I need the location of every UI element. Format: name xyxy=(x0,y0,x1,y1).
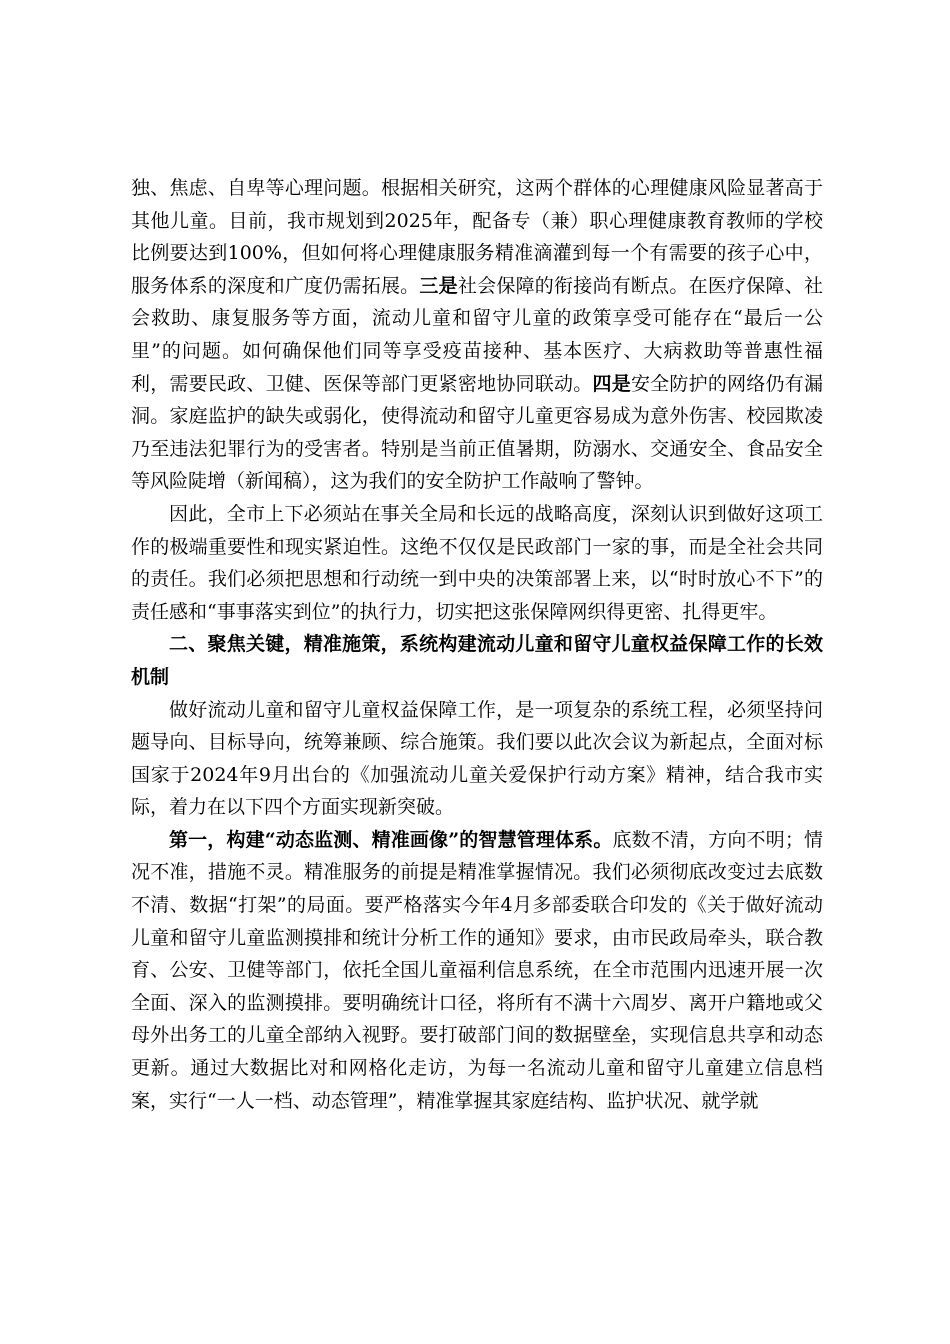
paragraph-text: 社会保障的衔接尚有断点。在医疗保障、社会救助、康复服务等方面，流动儿童和留守儿童的政策享受可能存在“最后一公里”的问题。如何确保他们同等享受疫苗接种、基本医疗、大病救助等普惠性福利，需要民政、卫健、医保等部门更紧密地协同联动。 xyxy=(131,274,823,395)
paragraph-text: 安全防护的网络仍有漏洞。家庭监护的缺失或弱化，使得流动和留守儿童更容易成为意外伤害、校园欺凌乃至违法犯罪行为的受害者。特别是当前正值暑期，防溺水、交通安全、食品安全等风险陡增（新闻稿），这为我们的安全防护工作敲响了警钟。 xyxy=(131,372,823,493)
first-measure-lead: 第一，构建“动态监测、精准画像”的智慧管理体系。 xyxy=(169,828,613,851)
point-three-marker: 三是 xyxy=(419,274,458,297)
paragraph-first-measure xyxy=(131,824,823,1117)
paragraph-text: 独、焦虑、自卑等心理问题。根据相关研究，这两个群体的心理健康风险显著高于其他儿童。目前，我市规划到2025年，配备专（兼）职心理健康教育教师的学校比例要达到100%，但如何将心理健康服务精准滴灌到每一个有需要的孩子心中，服务体系的深度和广度仍需拓展。 xyxy=(131,177,823,297)
paragraph-intro: 做好流动儿童和留守儿童权益保障工作，是一项复杂的系统工程，必须坚持问题导向、目标导向，统筹兼顾、综合施策。我们要以此次会议为新起点，全面对标国家于2024年9月出台的《加强流动儿童关爱保护行动方案》精神，结合我市实际，着力在以下四个方面实现新突破。 xyxy=(131,698,823,819)
document-page xyxy=(131,172,823,1117)
point-four-marker: 四是 xyxy=(592,372,631,395)
first-measure-body: 底数不清，方向不明；情况不准，措施不灵。精准服务的前提是精准掌握情况。我们必须彻底改变过去底数不清、数据“打架”的局面。要严格落实今年4月多部委联合印发的《关于做好流动儿童和留守儿童监测摸排和统计分析工作的通知》要求，由市民政局牵头，联合教育、公安、卫健等部门，依托全国儿童福利信息系统，在全市范围内迅速开展一次全面、深入的监测摸排。要明确统计口径，将所有不满十六周岁、离开户籍地或父母外出务工的儿童全部纳入视野。要打破部门间的数据壁垒，实现信息共享和动态更新。通过大数据比对和网格化走访，为每一名流动儿童和留守儿童建立信息档案，实行“一人一档、动态管理”，精准掌握其家庭结构、监护状况、就学就 xyxy=(131,828,823,1112)
paragraph-therefore: 因此，全市上下必须站在事关全局和长远的战略高度，深刻认识到做好这项工作的极端重要性和现实紧迫性。这绝不仅仅是民政部门一家的事，而是全社会共同的责任。我们必须把思想和行动统一到中央的决策部署上来，以“时时放心不下”的责任感和“事事落实到位”的执行力，切实把这张保障网织得更密、扎得更牢。 xyxy=(131,502,823,623)
section-heading-two: 二、聚焦关键，精准施策，系统构建流动儿童和留守儿童权益保障工作的长效机制 xyxy=(131,633,823,688)
paragraph-continued xyxy=(131,172,823,498)
